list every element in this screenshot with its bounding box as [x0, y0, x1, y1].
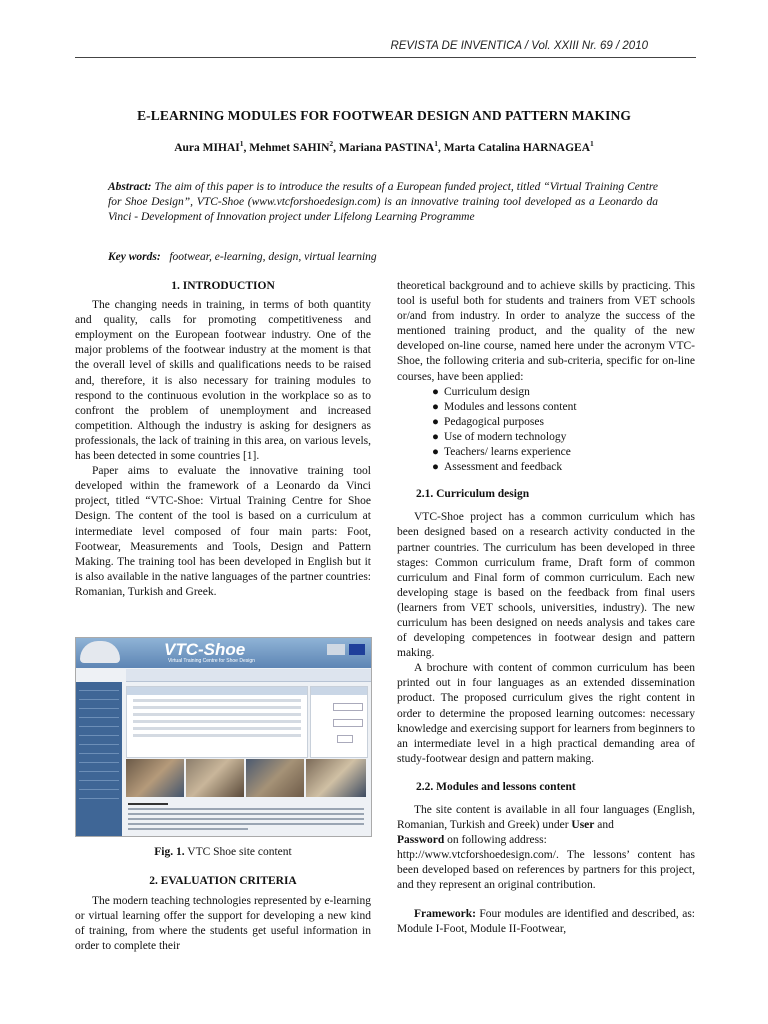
site-login-panel [310, 686, 368, 758]
journal-header: REVISTA DE INVENTICA / Vol. XXIII Nr. 69 / 2010 [390, 40, 648, 52]
bullet-icon: ● [432, 461, 439, 474]
bullet-icon: ● [432, 415, 439, 428]
figure-caption [75, 846, 371, 858]
keywords-label: Key words: [108, 251, 161, 263]
author-name: Marta Catalina HARNAGEA [443, 141, 591, 154]
keywords [108, 251, 668, 263]
section-heading-introduction: 1. INTRODUCTION [171, 280, 275, 292]
lifelong-learning-logo-icon [327, 644, 345, 655]
abstract [108, 180, 658, 226]
paragraph: A brochure with content of common curriculum has been printed out in four languages as an extended dissemination product. The proposed curriculum gives the right content in order to determine the proposed learning outcomes: necessary knowledge and exercising support for learners from beginners to an intermediate level in a high practical demanding area of study-footwear design and pattern making. [397, 662, 695, 765]
abstract-label: Abstract: [108, 181, 152, 193]
bullet-icon: ● [432, 385, 439, 398]
list-item: ● Pedagogical purposes [432, 415, 695, 430]
bullet-icon: ● [432, 400, 439, 413]
list-item: ● Assessment and feedback [432, 460, 695, 475]
site-logo: VTC-Shoe [164, 640, 246, 659]
paragraph: Framework: Four modules are identified and described, as: Module I-Foot, Module II-Footwear, [397, 907, 695, 935]
list-item: ● Curriculum design [432, 385, 695, 400]
list-item: ● Use of modern technology [432, 430, 695, 445]
paragraph: Paper aims to evaluate the innovative training tool developed within the framework of a Leonardo da Vinci project, titled “VTC-Shoe: Virtual Training Centre for Shoe Design. The content of the tool is based on a curriculum at intermediate level composed of four main parts: Foot, Footwear, Measurements and Tools, Design and Pattern Making. The training tool has been developed in English but it is also available in the native languages of the partner countries: Romanian, Turkish and Greek. [75, 465, 371, 598]
author-affiliation: 1 [434, 139, 438, 148]
site-sidebar [76, 682, 122, 836]
author-affiliation: 1 [590, 139, 594, 148]
figure-site-screenshot [75, 637, 372, 837]
section-heading-curriculum: 2.1. Curriculum design [416, 488, 530, 501]
criteria-list [397, 385, 695, 476]
figure-caption-text: VTC Shoe site content [187, 846, 292, 858]
paragraph: The changing needs in training, in terms of both quantity and quality, calls for promoting competitiveness and employment on the European footwear industry. One of the major problems of the footwear industry at the moment is that the overall level of skills and qualifications needs to be raised and, therefore, it is also necessary for training modules to respond to the continuous evolution in the workplace so as to confront the problem of unemployment and increased competition. Although the industry is asking for designers as professionals, the lack of training in this area, on various levels, has been detected in some countries [1]. [75, 299, 371, 463]
framework-label: Framework: [414, 907, 476, 920]
paragraph: The site content is available in all four languages (English, Romanian, Turkish and Greek) under User and Password on following address: http://www.vtcforshoedesign.com/. The lessons’ content has been developed based on references by partners for this project, and they represent an original contribution. [397, 804, 695, 892]
author-name: Aura MIHAI [174, 141, 240, 154]
paragraph: VTC-Shoe project has a common curriculum which has been designed based on a research activity conducted in the partner countries. The curriculum has been developed in three stages: Common curriculum frame, Draft form of common curriculum and Final form of common curriculum. Each new developing stage is based on the feedback from final users (learners from VET schools, universities, industry). The new curriculum has been designed on needs analysis and takes care of developing competences in footwear design and pattern making. [397, 511, 695, 660]
site-subtitle: Virtual Training Centre for Shoe Design [168, 658, 255, 664]
author-name: Mariana PASTINA [338, 141, 435, 154]
author-affiliation: 1 [239, 139, 244, 148]
site-welcome-panel [126, 686, 308, 758]
site-url: http://www.vtcforshoedesign.com/. [397, 849, 559, 862]
author-name: Mehmet SAHIN [249, 141, 330, 154]
classroom-photo [246, 759, 304, 797]
paragraph: The modern teaching technologies represented by e-learning or virtual learning offer the support for developing a new kind of training, from where the students get useful information in order to complete their [75, 895, 371, 953]
classroom-photo [306, 759, 366, 797]
left-column-bottom [75, 874, 371, 954]
bullet-icon: ● [432, 430, 439, 443]
bullet-icon: ● [432, 446, 439, 459]
classroom-photo [186, 759, 244, 797]
list-item: ● Teachers/ learns experience [432, 445, 695, 460]
password-term: Password [397, 834, 445, 847]
header-rule [75, 57, 696, 58]
user-term: User [571, 819, 595, 832]
site-summary-text [126, 800, 366, 834]
site-info-bar [126, 669, 371, 682]
section-heading-modules: 2.2. Modules and lessons content [416, 780, 576, 793]
keywords-text: footwear, e-learning, design, virtual learning [169, 251, 377, 263]
author-list: Aura MIHAI$^1$, Mehmet SAHIN$^2$, Mariana PASTINA$^1$, Marta Catalina HARNAGEA$^1$ [174, 139, 594, 154]
section-heading-evaluation: 2. EVALUATION CRITERIA [149, 875, 297, 887]
author-affiliation: 2 [329, 139, 334, 148]
paragraph: theoretical background and to achieve skills by practicing. This tool is useful both for students and trainers from VET schools or/and from industry. In order to analyze the success of the mentioned training product, and the quality of the new developed on-line course, named here under the acronym VTC- Shoe, the following criteria and sub-criteria, specific for on-line courses, have been applied: [397, 280, 695, 383]
paper-title: E-LEARNING MODULES FOR FOOTWEAR DESIGN AND PATTERN MAKING [137, 108, 631, 123]
right-column [397, 279, 695, 937]
eu-flag-icon [349, 644, 365, 655]
list-item: ● Modules and lessons content [432, 400, 695, 415]
abstract-text: The aim of this paper is to introduce the results of a European funded project, titled “Virtual Training Centre for Shoe Design”, VTC-Shoe (www.vtcforshoedesign.com) is an innovative training tool developed as a Leonardo da Vinci - Development of Innovation project under Lifelong Learning Programme [108, 181, 659, 224]
classroom-photo [126, 759, 184, 797]
figure-label: Fig. 1. [154, 846, 185, 858]
left-column [75, 279, 371, 600]
